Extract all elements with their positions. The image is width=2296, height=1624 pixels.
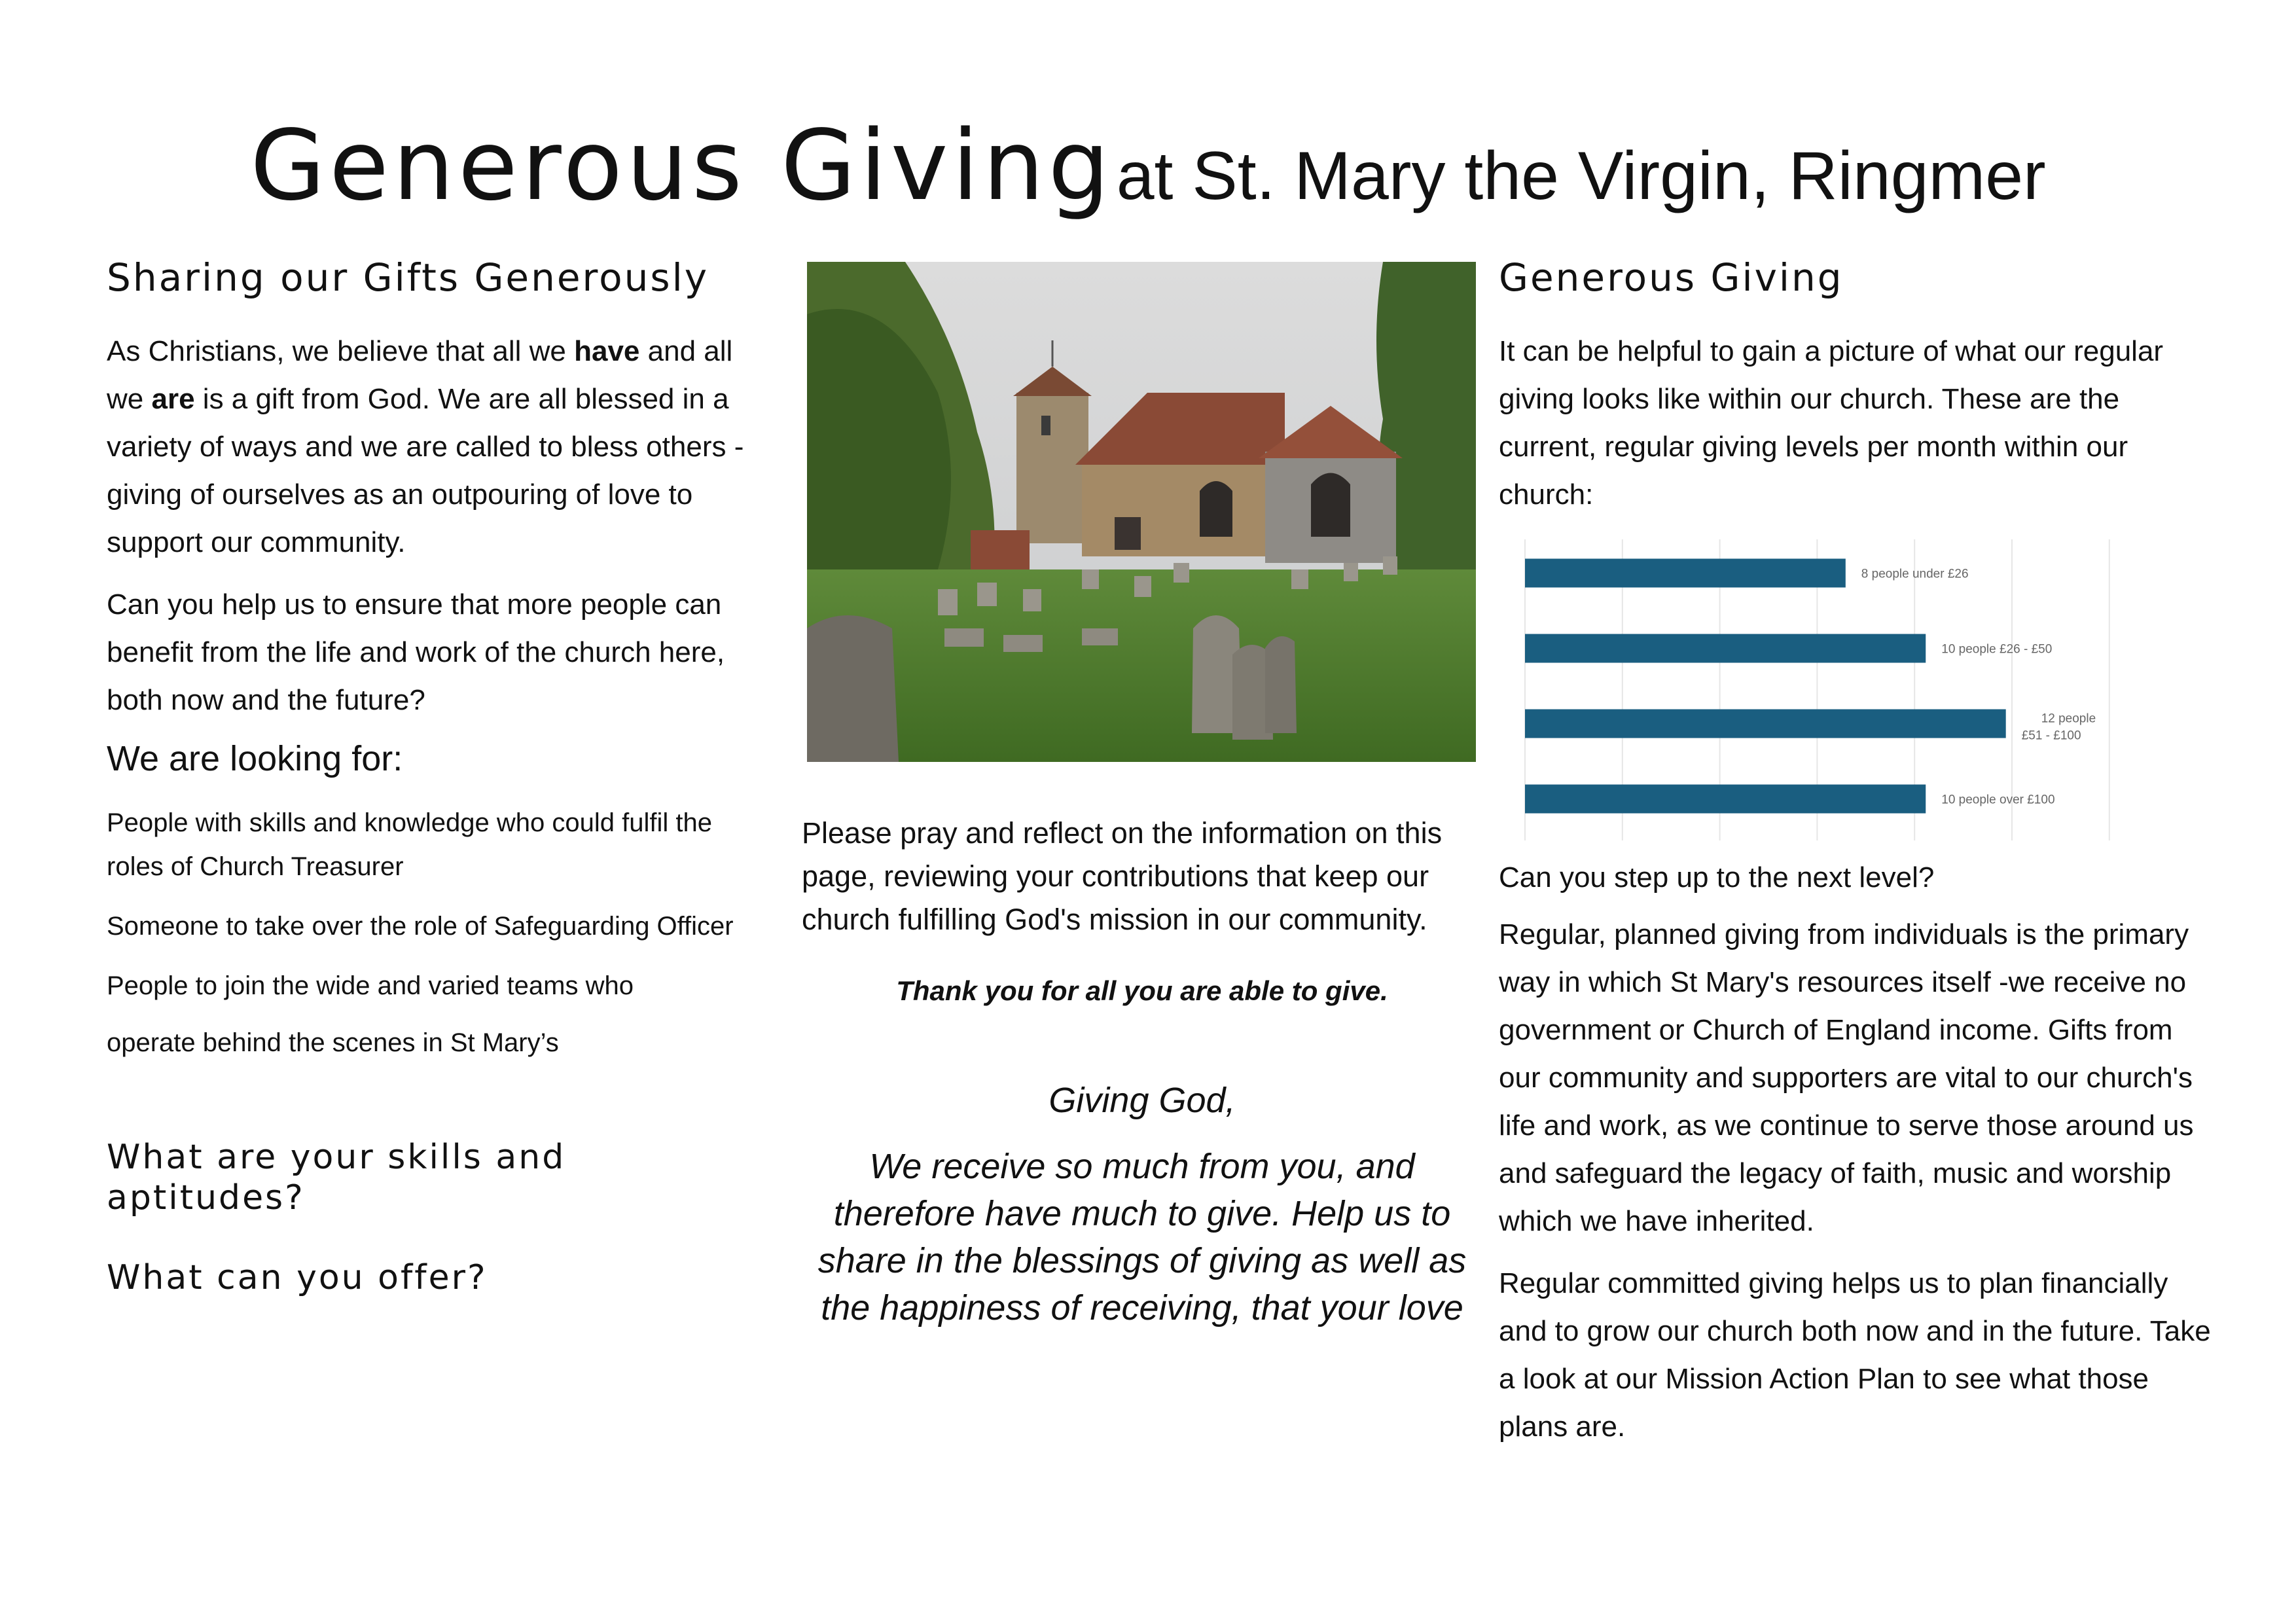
chart-bar: [1525, 709, 2006, 738]
chart-data-label: 10 people over £100: [1941, 793, 2055, 807]
chart-data-label: 10 people £26 - £50: [1941, 642, 2053, 657]
step-up-question: Can you step up to the next level?: [1499, 861, 1935, 893]
list-item: People to join the wide and varied teams who: [107, 971, 634, 1000]
looking-for-heading: We are looking for:: [107, 738, 403, 778]
chart-bar: [1525, 784, 1926, 813]
committed-giving-paragraph: Regular committed giving helps us to plan financially and to grow our church both now and in the future. Take a look at our Mission Action Plan to see what those plans are.: [1499, 1267, 2211, 1443]
list-item: People with skills and knowledge who could fulfil the roles of Church Treasurer: [107, 808, 712, 881]
chart-data-label: 12 people £51 - £100: [2021, 712, 2096, 743]
offer-question: What can you offer?: [107, 1258, 488, 1298]
church-photo: [807, 262, 1476, 762]
prayer: [802, 1080, 1482, 1331]
skills-question: What are your skills and aptitudes?: [107, 1137, 566, 1218]
sharing-heading: Sharing our Gifts Generously: [107, 255, 709, 300]
chart-data-label: 8 people under £26: [1861, 567, 1969, 581]
prayer-title: Giving God,: [1049, 1081, 1236, 1120]
title-rest: at St. Mary the Virgin, Ringmer: [1116, 138, 2046, 214]
reflect-paragraph: Please pray and reflect on the information on this page, reviewing your contributions that keep our church fulfilling God's mission in our community.: [802, 816, 1443, 936]
chart-bar: [1525, 634, 1926, 662]
right-column: [1499, 255, 2212, 1465]
chart-bar: [1525, 558, 1846, 587]
giving-intro: It can be helpful to gain a picture of what our regular giving looks like within our church. These are the current, regular giving levels per month within our church:: [1499, 334, 2164, 511]
list-item: operate behind the scenes in St Mary’s: [107, 1028, 559, 1057]
title-main: Generous Giving: [250, 109, 1114, 222]
page-title: [0, 108, 2296, 225]
left-column: [107, 255, 768, 1299]
middle-text: [802, 812, 1482, 1331]
list-item: Someone to take over the role of Safeguarding Officer: [107, 911, 734, 941]
help-paragraph: Can you help us to ensure that more people can benefit from the life and work of the church here, both now and the future?: [107, 588, 725, 716]
thanks-line: Thank you for all you are able to give.: [896, 975, 1388, 1006]
giving-heading: Generous Giving: [1499, 255, 1844, 300]
regular-giving-paragraph: Regular, planned giving from individuals is the primary way in which St Mary's resources itself -we receive no government or Church of England income. Gifts from our community and supporters are vital to our church's life and work, as we continue to serve those around us and safeguard the legacy of faith, music and worship which we have inherited.: [1499, 918, 2194, 1237]
giving-chart: [1505, 533, 2173, 847]
prayer-body: We receive so much from you, and therefore have much to give. Help us to share in the blessings of giving as well as the happiness of receiving, that your love: [817, 1147, 1467, 1327]
intro-paragraph: As Christians, we believe that all we have and all we are is a gift from God. We are all blessed in a variety of ways and we are called to bless others - giving of ourselves as an outpouring of love to support our community.: [107, 334, 744, 558]
giving-chart-svg: [1505, 533, 2173, 847]
